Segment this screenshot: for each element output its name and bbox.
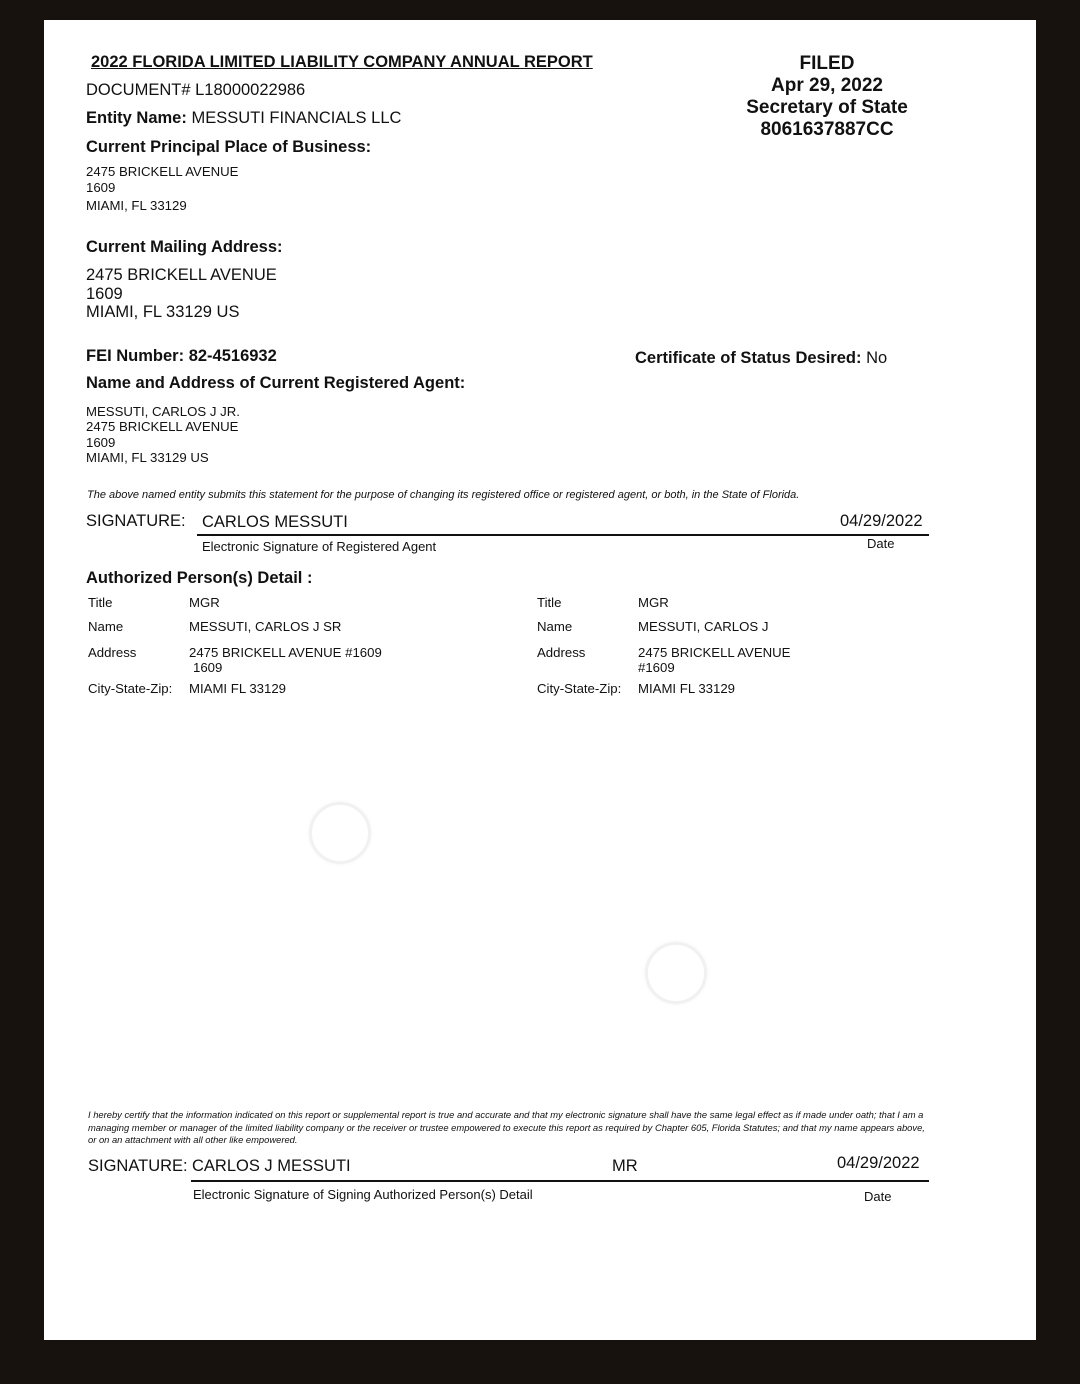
certificate-row — [635, 349, 887, 368]
person2-csz-label: City-State-Zip: — [537, 681, 622, 696]
annual-report-page — [44, 20, 1036, 1340]
agent-line4: MIAMI, FL 33129 US — [86, 449, 209, 465]
agent-date-caption: Date — [867, 536, 895, 551]
scan-mark — [645, 942, 707, 1004]
person-signature-line — [191, 1180, 929, 1182]
mailing-line1: 2475 BRICKELL AVENUE — [86, 266, 277, 284]
filed-status: FILED — [799, 53, 855, 74]
person2-title-label: Title — [537, 595, 562, 610]
person2-address1: 2475 BRICKELL AVENUE — [638, 645, 791, 660]
person2-name-label: Name — [537, 619, 573, 634]
person1-title-label: Title — [88, 595, 113, 610]
agent-signature-label: SIGNATURE: — [86, 512, 186, 530]
certificate-value: No — [866, 349, 888, 367]
principal-line2: 1609 — [86, 180, 116, 195]
person-signature-label: SIGNATURE: — [88, 1157, 188, 1175]
filed-code: 8061637887CC — [760, 119, 894, 140]
agent-line2: 2475 BRICKELL AVENUE — [86, 419, 239, 435]
agent-signature-caption: Electronic Signature of Registered Agent — [202, 539, 437, 554]
filed-office: Secretary of State — [746, 97, 908, 118]
person2-title: MGR — [638, 595, 669, 610]
mailing-address — [86, 266, 277, 322]
person-date-caption: Date — [864, 1189, 892, 1204]
person2-csz: MIAMI FL 33129 — [638, 681, 735, 696]
document-number-row — [86, 81, 305, 100]
report-title: 2022 FLORIDA LIMITED LIABILITY COMPANY ANNUAL REPORT — [91, 53, 593, 71]
filed-stamp — [694, 53, 960, 141]
filed-date: Apr 29, 2022 — [771, 75, 883, 96]
person2-address-label: Address — [537, 645, 586, 660]
agent-address — [86, 404, 240, 465]
person-signature-date: 04/29/2022 — [837, 1154, 920, 1172]
fei-number: 82-4516932 — [188, 347, 277, 365]
authorized-heading: Authorized Person(s) Detail : — [86, 569, 313, 587]
agent-signature-line — [197, 534, 929, 536]
agent-line1: MESSUTI, CARLOS J JR. — [86, 404, 240, 419]
principal-address — [86, 164, 238, 214]
fei-label: FEI Number: — [86, 347, 185, 365]
person1-address-label: Address — [88, 645, 137, 660]
person-signature-caption: Electronic Signature of Signing Authorized Person(s) Detail — [193, 1187, 533, 1202]
person1-address1: 2475 BRICKELL AVENUE #1609 — [189, 645, 382, 660]
mailing-label: Current Mailing Address: — [86, 238, 283, 256]
certificate-label: Certificate of Status Desired: — [635, 349, 862, 367]
agent-line3: 1609 — [86, 434, 116, 450]
person1-csz: MIAMI FL 33129 — [189, 681, 286, 696]
fei-row — [86, 347, 277, 366]
person2-address2: #1609 — [638, 660, 675, 675]
principal-line1: 2475 BRICKELL AVENUE — [86, 164, 239, 179]
entity-label: Entity Name: — [86, 109, 187, 127]
mailing-line2: 1609 — [86, 284, 123, 303]
entity-name: MESSUTI FINANCIALS LLC — [191, 109, 402, 127]
scan-mark — [309, 802, 371, 864]
agent-signature-name: CARLOS MESSUTI — [202, 513, 348, 531]
mailing-line3: MIAMI, FL 33129 US — [86, 303, 240, 321]
agent-signature-date: 04/29/2022 — [840, 512, 923, 530]
person1-address2: 1609 — [193, 660, 223, 675]
person1-name: MESSUTI, CARLOS J SR — [189, 619, 342, 634]
person-signature-name: CARLOS J MESSUTI — [192, 1157, 351, 1175]
certification-text: I hereby certify that the information indicated on this report or supplemental report is true and accurate and that my electronic signature shall have the same legal effect as if made under oath; that I am a managing member or manager of the limited liability company or the receiver or trustee empowered to execute this report as required by Chapter 605, Florida Statutes; and that my name appears above, or on an attachment with all other like empowered. — [88, 1109, 925, 1145]
agent-label: Name and Address of Current Registered Agent: — [86, 374, 466, 392]
document-label: DOCUMENT# — [86, 81, 191, 99]
agent-statement: The above named entity submits this statement for the purpose of changing its registered office or registered agent, or both, in the State of Florida. — [87, 489, 800, 501]
document-number: L18000022986 — [195, 81, 306, 99]
person1-name-label: Name — [88, 619, 124, 634]
person-signature-title: MR — [612, 1157, 638, 1175]
person2-name: MESSUTI, CARLOS J — [638, 619, 769, 634]
principal-label: Current Principal Place of Business: — [86, 138, 372, 156]
principal-line3: MIAMI, FL 33129 — [86, 198, 187, 213]
entity-name-row — [86, 109, 401, 128]
person1-csz-label: City-State-Zip: — [88, 681, 173, 696]
person1-title: MGR — [189, 595, 220, 610]
